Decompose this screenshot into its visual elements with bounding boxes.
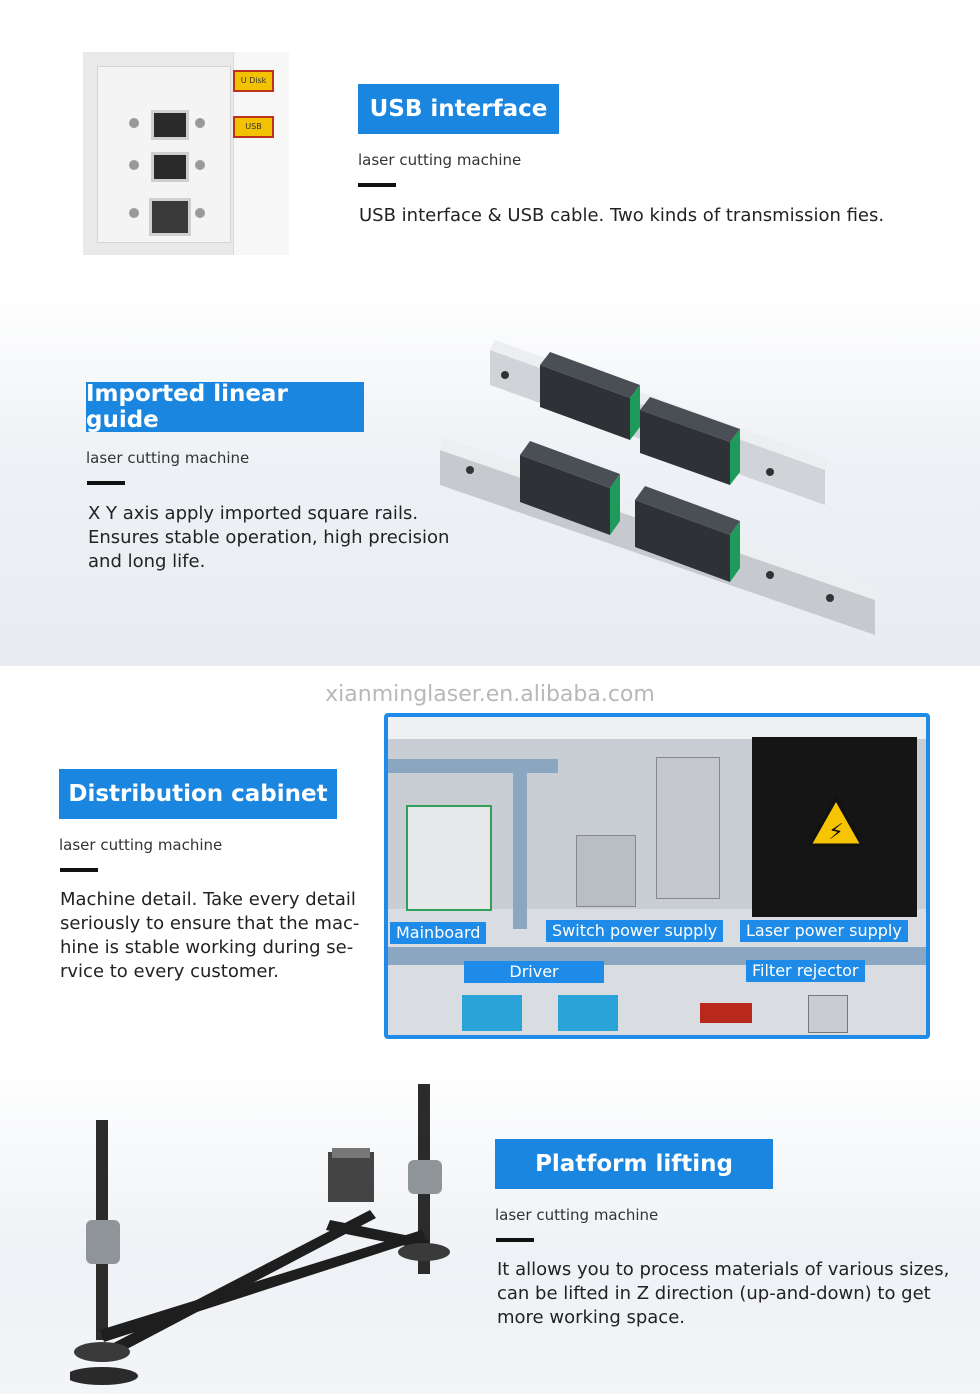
watermark: xianminglaser.en.alibaba.com (325, 682, 655, 707)
driver (462, 995, 522, 1031)
platform-divider (496, 1238, 534, 1242)
label-driver: Driver (464, 961, 604, 983)
usb-subtitle: laser cutting machine (358, 151, 522, 169)
filter-rejector (808, 995, 848, 1033)
svg-text:⚡: ⚡ (828, 820, 844, 845)
usb-description: USB interface & USB cable. Two kinds of transmission fies. (359, 205, 885, 226)
platform-section (0, 1062, 980, 1394)
usb-title: USB interface (358, 84, 559, 134)
cabinet-description-line: rvice to every customer. (60, 961, 279, 982)
guide-description-line: X Y axis apply imported square rails. (88, 503, 419, 524)
platform-description-line: It allows you to process materials of various sizes, (497, 1259, 950, 1280)
guide-section (0, 290, 980, 666)
warning-icon (808, 797, 864, 847)
cabinet-description-line: hine is stable working during se- (60, 937, 354, 958)
mainboard (406, 805, 492, 911)
platform-description-line: can be lifted in Z direction (up-and-down) to get (497, 1283, 931, 1304)
guide-description (88, 502, 449, 574)
usb-panel-image (83, 52, 288, 255)
guide-divider (87, 481, 125, 485)
label-filter-rejector: Filter rejector (746, 960, 865, 982)
guide-description-line: Ensures stable operation, high precision (88, 527, 450, 548)
guide-description-line: and long life. (88, 551, 206, 572)
usb-label: USB (233, 116, 274, 138)
usb-port-icon (151, 152, 189, 182)
cabinet-divider (60, 868, 98, 872)
usb-divider (358, 183, 396, 187)
label-switch-power-supply: Switch power supply (546, 920, 723, 942)
guide-title: Imported linear guide (86, 382, 364, 432)
label-mainboard: Mainboard (390, 922, 486, 944)
platform-lifting-image (70, 1080, 470, 1390)
switch-power-supply (576, 835, 636, 907)
platform-description-line: more working space. (497, 1307, 685, 1328)
usb-port-icon (151, 110, 189, 140)
cabinet-description-line: Machine detail. Take every detail (60, 889, 356, 910)
cabinet-title: Distribution cabinet (59, 769, 337, 819)
cabinet-description-line: seriously to ensure that the mac- (60, 913, 360, 934)
u-disk-label: U Disk (233, 70, 274, 92)
linear-guide-image (430, 330, 890, 650)
cabinet-description (60, 888, 359, 984)
platform-subtitle: laser cutting machine (495, 1206, 659, 1224)
label-laser-power-supply: Laser power supply (740, 920, 908, 942)
cabinet-subtitle: laser cutting machine (59, 836, 223, 854)
platform-title: Platform lifting (495, 1139, 773, 1189)
cabinet-image (384, 713, 930, 1039)
platform-description (497, 1258, 949, 1330)
guide-subtitle: laser cutting machine (86, 449, 250, 467)
driver (558, 995, 618, 1031)
ethernet-port-icon (149, 198, 191, 236)
